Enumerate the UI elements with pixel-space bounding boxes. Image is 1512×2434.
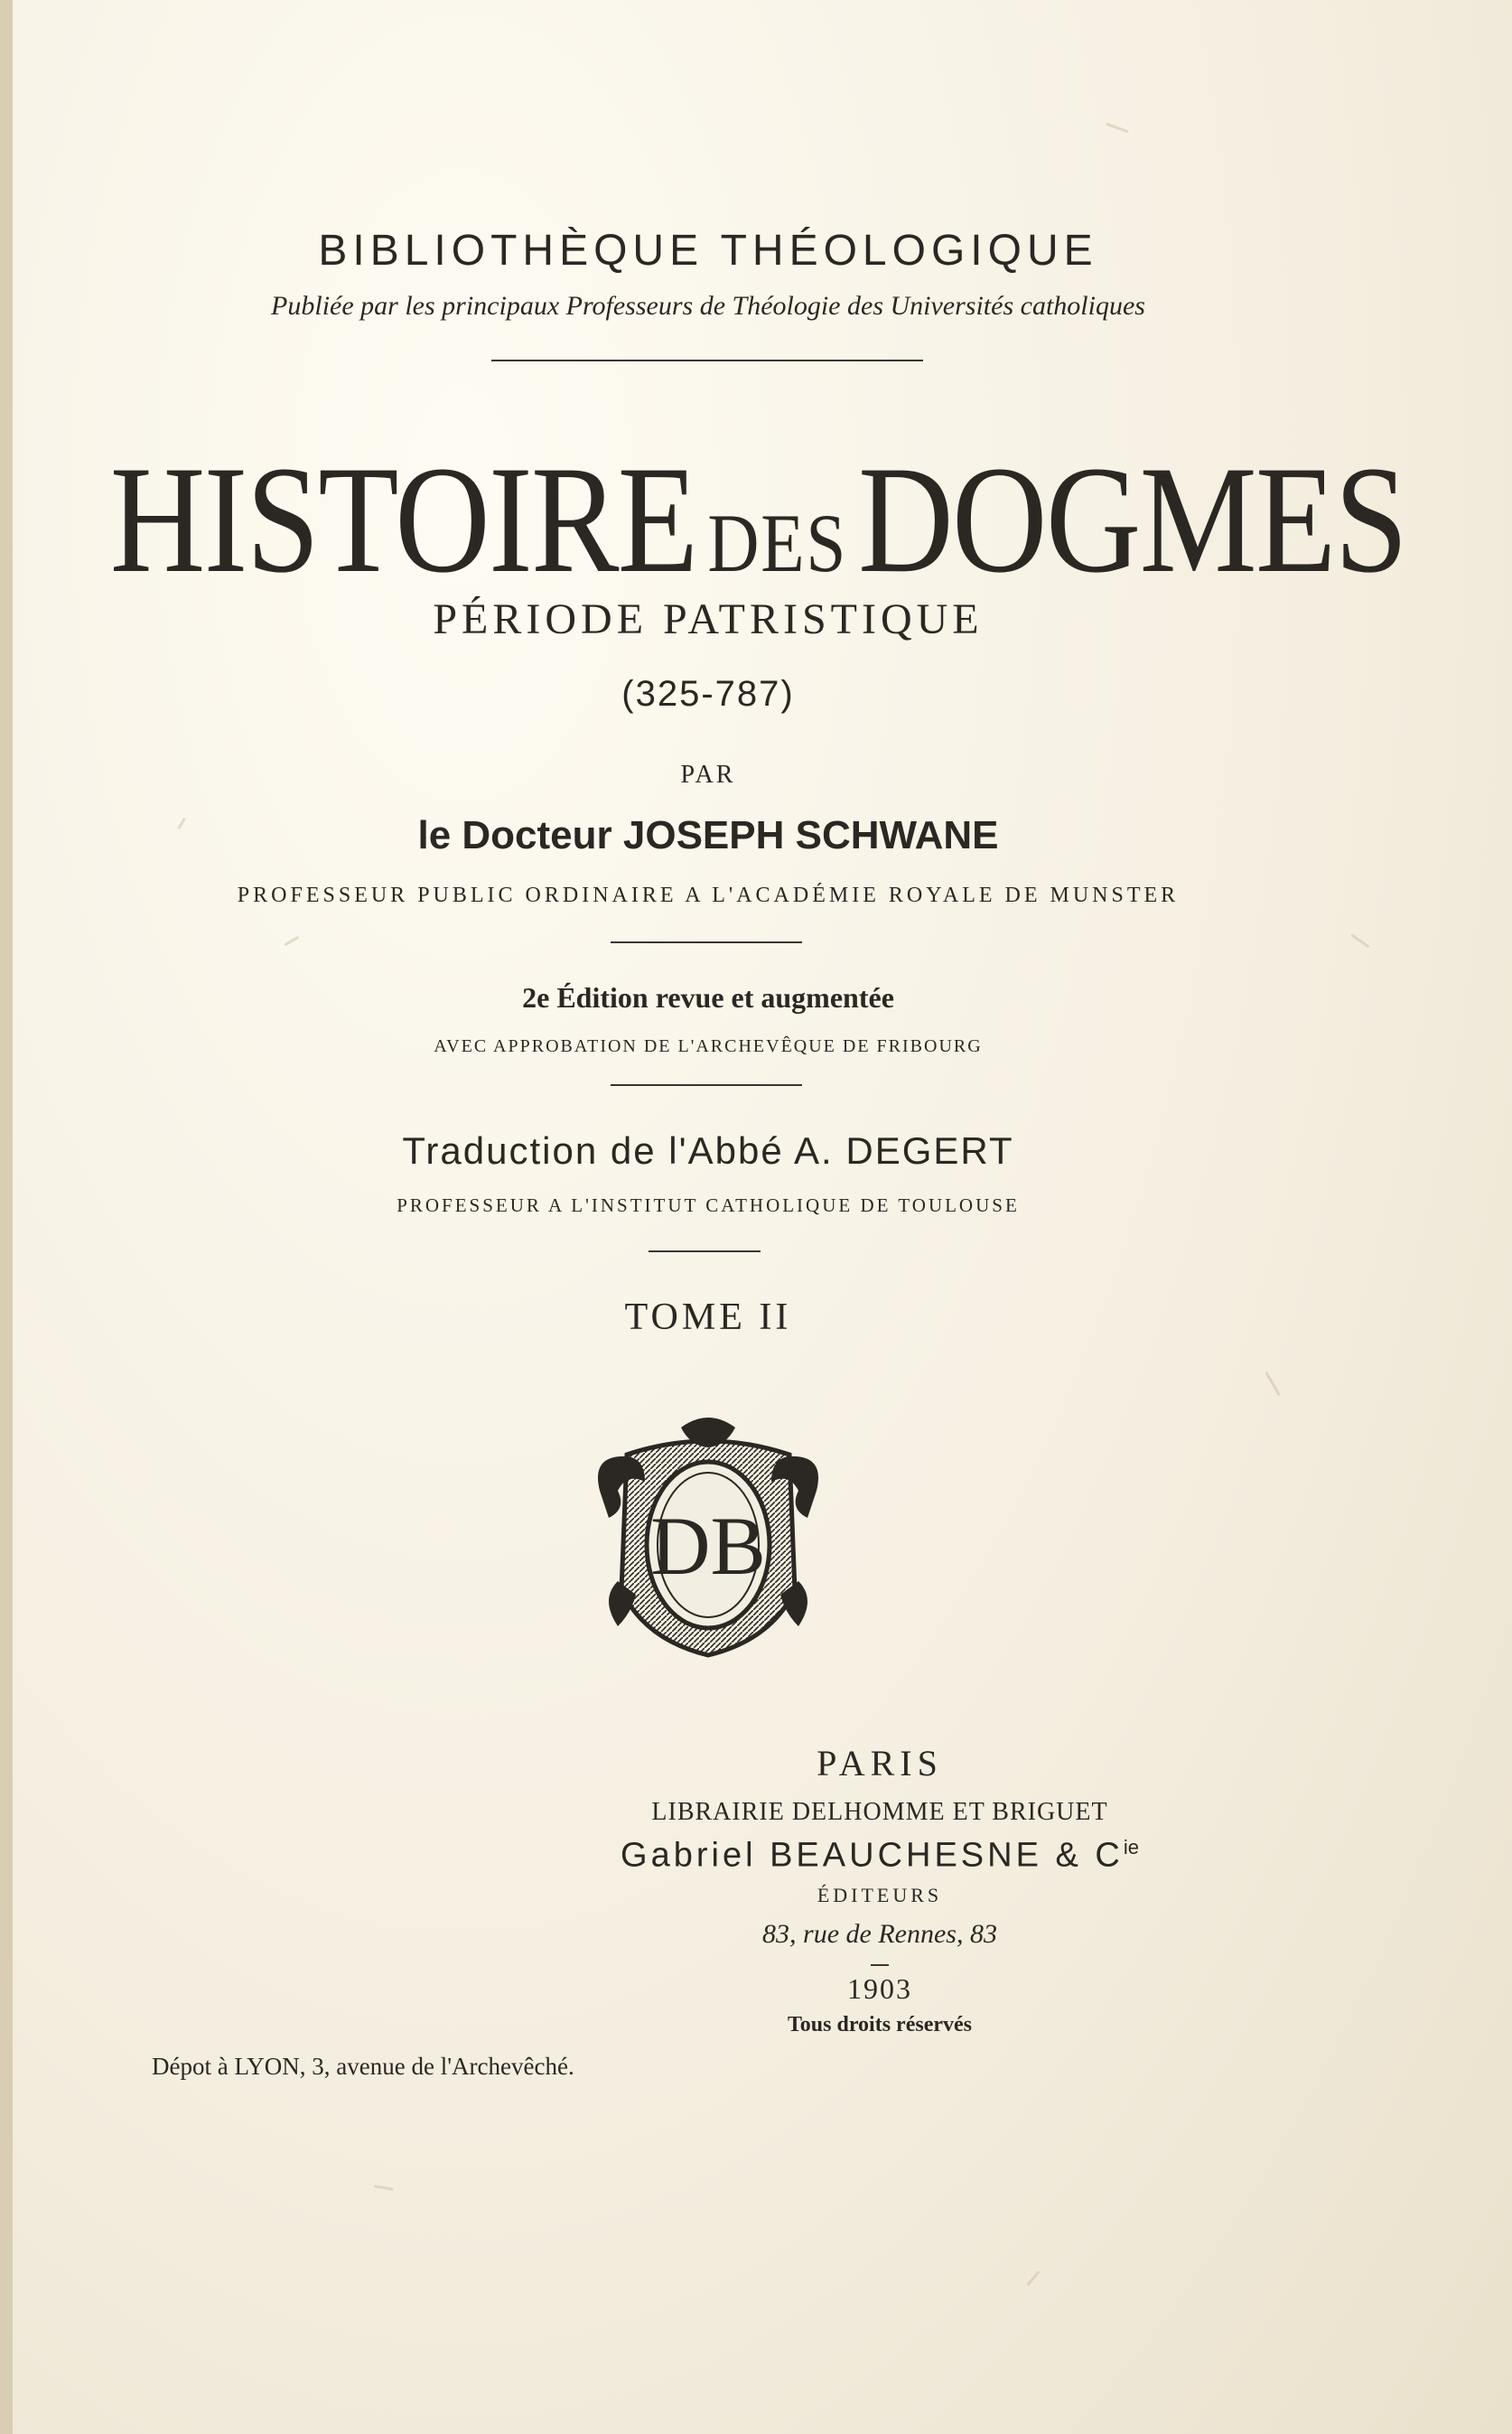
paper-fleck xyxy=(374,2185,394,2191)
publisher-monogram-emblem-icon xyxy=(591,1409,826,1662)
paper-fleck xyxy=(1026,2270,1040,2286)
divider xyxy=(871,1964,889,1966)
imprint-city: PARIS xyxy=(817,1743,943,1783)
title-word-dogmes: DOGMES xyxy=(858,435,1407,604)
imprint-editeurs: ÉDITEURS xyxy=(817,1884,943,1906)
title-word-histoire: HISTOIRE xyxy=(109,435,697,604)
imprint-editor-sup: ie xyxy=(1123,1836,1139,1858)
approbation-line: AVEC APPROBATION DE L'ARCHEVÊQUE DE FRIBOURG xyxy=(434,1036,983,1056)
divider xyxy=(611,941,802,943)
emblem-monogram: DB xyxy=(650,1500,766,1592)
period-subtitle: PÉRIODE PATRISTIQUE xyxy=(433,595,984,643)
paper-fleck xyxy=(1265,1371,1281,1396)
translator-name: Traduction de l'Abbé A. DEGERT xyxy=(402,1129,1014,1172)
author-name: le Docteur JOSEPH SCHWANE xyxy=(417,813,999,857)
series-name: BIBLIOTHÈQUE THÉOLOGIQUE xyxy=(318,227,1098,275)
paper-fleck xyxy=(284,936,299,947)
par-label: PAR xyxy=(680,761,736,789)
imprint-year: 1903 xyxy=(847,1972,912,2005)
imprint-editor-name: Gabriel BEAUCHESNE & C xyxy=(621,1836,1124,1875)
translator-title: PROFESSEUR A L'INSTITUT CATHOLIQUE DE TOULOUSE xyxy=(397,1194,1020,1216)
series-subtitle: Publiée par les principaux Professeurs de Théologie des Universités catholiques xyxy=(271,291,1145,321)
paper-fleck xyxy=(1350,933,1369,948)
divider xyxy=(611,1084,802,1086)
divider xyxy=(491,360,923,361)
period-dates: (325-787) xyxy=(621,674,795,714)
imprint-editor xyxy=(518,1836,1241,1876)
title-word-des: DES xyxy=(707,497,848,589)
imprint-rights: Tous droits réservés xyxy=(788,2013,972,2036)
divider xyxy=(649,1250,761,1252)
imprint-address: 83, rue de Rennes, 83 xyxy=(762,1919,997,1949)
tome-number: TOME II xyxy=(624,1297,792,1338)
paper-fleck xyxy=(1106,123,1128,134)
edition-label: 2e Édition revue et augmentée xyxy=(522,981,894,1014)
depot-line: Dépot à LYON, 3, avenue de l'Archevêché. xyxy=(152,2053,574,2080)
imprint-library: LIBRAIRIE DELHOMME ET BRIGUET xyxy=(651,1798,1108,1826)
book-title xyxy=(109,432,1407,608)
author-title: PROFESSEUR PUBLIC ORDINAIRE A L'ACADÉMIE ROYALE DE MUNSTER xyxy=(237,884,1180,907)
